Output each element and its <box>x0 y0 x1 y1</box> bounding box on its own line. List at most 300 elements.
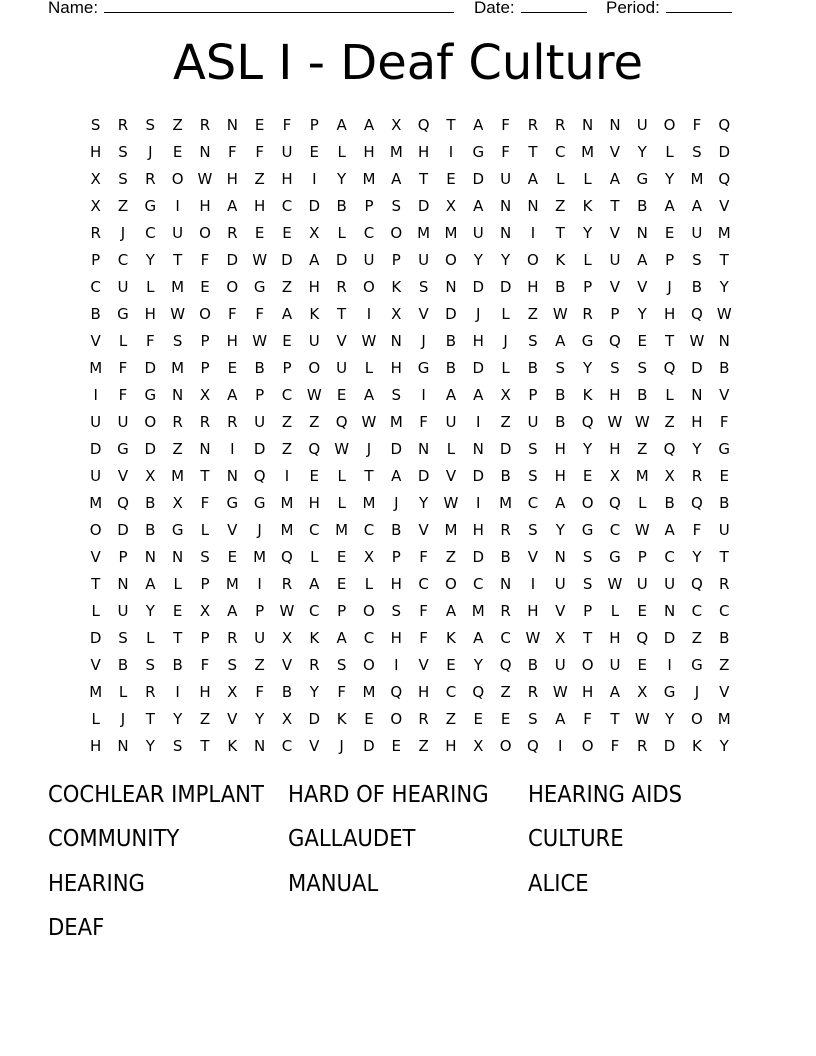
grid-letter: B <box>555 413 566 431</box>
grid-letter: V <box>227 521 238 539</box>
grid-letter: C <box>473 575 484 593</box>
grid-letter: L <box>638 494 647 512</box>
grid-letter: Q <box>691 305 703 323</box>
grid-letter: M <box>280 494 294 512</box>
grid-letter: N <box>499 575 512 593</box>
grid-letter: A <box>609 170 621 188</box>
page-title: ASL I - Deaf Culture <box>172 35 644 91</box>
grid-letter: F <box>118 386 128 404</box>
grid-letter: D <box>663 629 676 647</box>
grid-letter: S <box>528 710 538 728</box>
grid-letter: M <box>171 467 185 485</box>
grid-letter: R <box>691 467 703 485</box>
grid-letter: W <box>197 170 213 188</box>
grid-letter: K <box>309 305 320 323</box>
grid-letter: E <box>664 224 675 242</box>
grid-letter: N <box>199 440 211 458</box>
grid-letter: J <box>339 737 344 755</box>
period-blank[interactable] <box>666 0 732 13</box>
grid-letter: A <box>363 386 375 404</box>
grid-letter: Y <box>419 494 429 512</box>
grid-letter: F <box>255 305 264 323</box>
grid-letter: Q <box>718 170 731 188</box>
grid-letter: N <box>226 116 238 134</box>
grid-row <box>82 733 738 760</box>
grid-letter: F <box>501 143 510 161</box>
grid-letter: E <box>637 602 647 620</box>
date-field <box>474 0 587 18</box>
grid-letter: C <box>90 278 101 296</box>
grid-letter: L <box>118 332 128 350</box>
grid-letter: L <box>200 521 210 539</box>
grid-letter: Q <box>417 116 430 134</box>
grid-letter: G <box>663 683 676 701</box>
grid-letter: C <box>363 629 375 647</box>
grid-letter: R <box>336 278 347 296</box>
grid-letter: H <box>417 683 430 701</box>
grid-letter: O <box>499 737 512 755</box>
grid-letter: H <box>691 413 703 431</box>
grid-letter: A <box>363 116 375 134</box>
grid-letter: C <box>500 629 511 647</box>
grid-letter: L <box>337 467 346 485</box>
grid-letter: E <box>637 656 647 674</box>
grid-letter: N <box>226 467 238 485</box>
grid-letter: M <box>444 224 458 242</box>
grid-letter: X <box>664 467 675 485</box>
grid-letter: H <box>609 629 621 647</box>
grid-letter: K <box>582 386 593 404</box>
grid-letter: U <box>636 116 648 134</box>
grid-letter: Z <box>172 440 183 458</box>
grid-letter: U <box>308 332 320 350</box>
grid-letter: R <box>199 116 211 134</box>
grid-letter: R <box>199 413 211 431</box>
grid-letter: H <box>390 629 402 647</box>
grid-letter: U <box>363 251 375 269</box>
grid-letter: O <box>199 305 211 323</box>
grid-letter: G <box>171 521 184 539</box>
grid-letter: T <box>200 467 210 485</box>
grid-letter: T <box>446 116 456 134</box>
name-label: Name: <box>48 0 99 17</box>
grid-letter: W <box>306 386 322 404</box>
grid-letter: Q <box>609 332 621 350</box>
grid-letter: N <box>418 440 430 458</box>
grid-letter: X <box>445 197 457 215</box>
grid-letter: F <box>583 710 592 728</box>
grid-letter: T <box>665 332 675 350</box>
grid-letter: G <box>581 521 594 539</box>
grid-letter: T <box>200 737 210 755</box>
grid-row <box>82 679 738 706</box>
grid-letter: R <box>555 116 566 134</box>
grid-letter: D <box>363 737 375 755</box>
name-blank[interactable] <box>104 0 454 13</box>
grid-letter: I <box>476 413 481 431</box>
grid-letter: H <box>445 737 457 755</box>
grid-letter: P <box>391 548 401 566</box>
grid-letter: S <box>200 548 210 566</box>
grid-letter: X <box>172 494 183 512</box>
grid-letter: F <box>337 683 346 701</box>
grid-letter: C <box>445 683 457 701</box>
grid-letter: F <box>610 737 620 755</box>
grid-letter: T <box>364 467 374 485</box>
grid-letter: C <box>363 521 375 539</box>
word-list-item: HARD OF HEARING <box>288 782 489 808</box>
grid-letter: W <box>634 710 650 728</box>
grid-letter: G <box>253 278 266 296</box>
grid-letter: Q <box>691 494 703 512</box>
grid-letter: U <box>636 575 648 593</box>
grid-letter: W <box>552 305 568 323</box>
grid-letter: C <box>281 386 293 404</box>
grid-letter: I <box>93 386 98 404</box>
grid-letter: P <box>200 359 210 377</box>
grid-row <box>82 652 738 679</box>
grid-letter: Q <box>663 359 676 377</box>
grid-letter: A <box>391 467 402 485</box>
grid-letter: A <box>555 332 566 350</box>
grid-letter: Z <box>445 710 457 728</box>
grid-letter: S <box>391 197 402 215</box>
grid-letter: D <box>144 440 157 458</box>
grid-letter: T <box>91 575 101 593</box>
grid-letter: O <box>663 116 676 134</box>
grid-letter: J <box>694 683 700 701</box>
grid-letter: H <box>554 440 566 458</box>
grid-letter: U <box>172 224 184 242</box>
grid-letter: D <box>335 251 348 269</box>
grid-letter: E <box>336 386 347 404</box>
grid-letter: D <box>89 629 102 647</box>
grid-letter: Q <box>117 494 129 512</box>
grid-letter: W <box>361 332 377 350</box>
grid-letter: H <box>417 143 430 161</box>
grid-letter: Y <box>473 251 483 269</box>
grid-letter: X <box>391 305 402 323</box>
grid-letter: C <box>418 575 429 593</box>
grid-letter: Y <box>145 251 155 269</box>
grid-letter: F <box>419 602 428 620</box>
grid-letter: G <box>226 494 239 512</box>
grid-letter: T <box>173 251 183 269</box>
grid-row <box>82 517 738 544</box>
grid-letter: W <box>689 332 705 350</box>
grid-letter: H <box>554 467 566 485</box>
grid-letter: V <box>637 278 648 296</box>
grid-letter: F <box>255 683 264 701</box>
grid-letter: V <box>336 332 347 350</box>
grid-letter: Z <box>418 737 429 755</box>
grid-letter: V <box>117 467 129 485</box>
grid-letter: L <box>665 143 674 161</box>
grid-row <box>82 274 738 301</box>
grid-letter: S <box>582 575 593 593</box>
grid-letter: E <box>309 143 320 161</box>
grid-letter: W <box>525 629 541 647</box>
grid-letter: V <box>281 656 293 674</box>
grid-letter: E <box>309 467 320 485</box>
word-list-item: COCHLEAR IMPLANT <box>48 782 264 808</box>
grid-letter: M <box>417 224 431 242</box>
grid-letter: E <box>227 359 238 377</box>
grid-row <box>82 220 738 247</box>
grid-row <box>82 490 738 517</box>
grid-letter: Z <box>555 197 566 215</box>
grid-letter: Z <box>254 656 265 674</box>
grid-letter: L <box>337 224 346 242</box>
grid-letter: N <box>172 386 184 404</box>
grid-letter: S <box>692 251 702 269</box>
grid-letter: G <box>253 494 266 512</box>
grid-row <box>82 436 738 463</box>
grid-letter: M <box>444 521 458 539</box>
grid-letter: Y <box>145 737 155 755</box>
grid-letter: B <box>391 521 402 539</box>
grid-letter: Z <box>309 413 320 431</box>
grid-letter: B <box>336 197 347 215</box>
grid-letter: R <box>309 656 320 674</box>
grid-letter: F <box>501 116 510 134</box>
grid-letter: Z <box>117 197 129 215</box>
grid-letter: A <box>227 602 238 620</box>
grid-letter: Y <box>583 440 593 458</box>
grid-letter: U <box>472 224 484 242</box>
grid-letter: U <box>90 467 102 485</box>
grid-letter: B <box>445 332 457 350</box>
grid-letter: X <box>199 602 211 620</box>
grid-letter: D <box>472 278 485 296</box>
grid-letter: J <box>503 332 508 350</box>
grid-letter: B <box>172 656 183 674</box>
grid-letter: Z <box>527 305 539 323</box>
grid-letter: U <box>609 251 621 269</box>
grid-letter: G <box>144 386 157 404</box>
grid-letter: Y <box>692 548 702 566</box>
grid-letter: V <box>445 467 457 485</box>
grid-letter: B <box>500 467 511 485</box>
grid-letter: M <box>635 467 649 485</box>
grid-letter: J <box>148 143 153 161</box>
grid-letter: M <box>717 710 731 728</box>
grid-letter: N <box>117 575 129 593</box>
grid-letter: Z <box>445 548 457 566</box>
grid-letter: B <box>445 359 457 377</box>
grid-letter: H <box>581 683 594 701</box>
grid-letter: O <box>527 251 539 269</box>
grid-letter: D <box>472 548 485 566</box>
grid-letter: R <box>500 521 511 539</box>
grid-letter: O <box>308 359 321 377</box>
grid-letter: Q <box>609 494 621 512</box>
grid-letter: B <box>527 656 539 674</box>
grid-letter: R <box>145 683 156 701</box>
grid-letter: F <box>118 359 128 377</box>
grid-letter: I <box>284 467 290 485</box>
grid-letter: L <box>364 359 374 377</box>
grid-letter: P <box>391 251 401 269</box>
grid-letter: R <box>227 413 238 431</box>
grid-letter: S <box>528 467 538 485</box>
grid-letter: H <box>226 332 238 350</box>
grid-letter: D <box>472 359 485 377</box>
grid-letter: H <box>472 521 484 539</box>
grid-letter: Z <box>254 170 265 188</box>
grid-letter: T <box>610 197 620 215</box>
date-blank[interactable] <box>521 0 587 13</box>
grid-letter: S <box>528 332 538 350</box>
grid-letter: X <box>90 197 101 215</box>
grid-letter: R <box>172 413 183 431</box>
grid-letter: W <box>634 413 650 431</box>
grid-letter: D <box>117 521 129 539</box>
grid-letter: H <box>281 170 293 188</box>
grid-letter: K <box>582 197 593 215</box>
grid-letter: Y <box>637 143 647 161</box>
grid-letter: U <box>445 413 457 431</box>
grid-letter: M <box>717 224 731 242</box>
grid-letter: U <box>117 413 129 431</box>
grid-letter: C <box>363 224 375 242</box>
grid-letter: W <box>252 332 268 350</box>
grid-letter: A <box>691 197 703 215</box>
grid-letter: M <box>581 143 595 161</box>
grid-letter: F <box>200 251 210 269</box>
grid-letter: S <box>172 332 183 350</box>
grid-letter: K <box>446 629 456 647</box>
grid-letter: Z <box>281 413 293 431</box>
grid-letter: C <box>309 602 320 620</box>
grid-letter: Z <box>199 710 211 728</box>
grid-letter: L <box>91 710 100 728</box>
grid-letter: L <box>501 305 510 323</box>
grid-letter: H <box>390 575 402 593</box>
grid-letter: A <box>336 629 347 647</box>
grid-letter: V <box>609 224 621 242</box>
grid-letter: S <box>118 629 128 647</box>
grid-letter: R <box>527 116 539 134</box>
grid-letter: M <box>389 143 403 161</box>
grid-letter: J <box>476 305 481 323</box>
grid-letter: X <box>227 683 238 701</box>
grid-letter: A <box>227 386 238 404</box>
word-search-grid <box>82 112 738 760</box>
grid-letter: O <box>144 413 157 431</box>
grid-letter: L <box>665 386 674 404</box>
word-list-item: CULTURE <box>528 826 624 853</box>
grid-letter: Y <box>173 710 183 728</box>
grid-letter: P <box>610 305 620 323</box>
grid-letter: A <box>637 251 648 269</box>
grid-letter: N <box>144 548 156 566</box>
grid-letter: A <box>145 575 156 593</box>
grid-letter: U <box>418 251 430 269</box>
word-list-item: GALLAUDET <box>288 826 416 853</box>
grid-letter: X <box>555 629 566 647</box>
grid-letter: K <box>391 278 402 296</box>
grid-letter: H <box>527 278 539 296</box>
grid-letter: N <box>117 737 129 755</box>
grid-letter: G <box>117 440 129 458</box>
grid-letter: V <box>418 305 429 323</box>
grid-letter: W <box>634 521 650 539</box>
grid-letter: V <box>609 278 621 296</box>
grid-letter: E <box>200 278 210 296</box>
grid-letter: L <box>337 143 346 161</box>
grid-letter: K <box>691 737 702 755</box>
grid-letter: B <box>254 359 265 377</box>
grid-letter: B <box>500 548 511 566</box>
grid-letter: Y <box>309 683 319 701</box>
grid-letter: N <box>172 548 184 566</box>
grid-letter: N <box>254 737 266 755</box>
grid-letter: I <box>530 224 536 242</box>
grid-letter: E <box>336 575 347 593</box>
grid-row <box>82 139 738 166</box>
grid-letter: L <box>446 440 456 458</box>
grid-letter: P <box>665 251 675 269</box>
grid-letter: S <box>118 170 128 188</box>
grid-letter: Z <box>500 683 511 701</box>
grid-letter: H <box>199 197 211 215</box>
grid-letter: M <box>690 170 704 188</box>
grid-letter: A <box>391 170 402 188</box>
grid-letter: G <box>609 548 621 566</box>
grid-letter: H <box>663 305 676 323</box>
grid-letter: U <box>117 278 129 296</box>
grid-letter: G <box>472 143 485 161</box>
grid-letter: A <box>445 602 457 620</box>
grid-letter: U <box>691 224 703 242</box>
grid-letter: O <box>390 224 403 242</box>
grid-letter: K <box>555 251 566 269</box>
grid-letter: F <box>200 494 210 512</box>
grid-letter: O <box>363 656 375 674</box>
grid-letter: X <box>281 629 293 647</box>
grid-letter: A <box>227 197 238 215</box>
grid-letter: X <box>391 116 402 134</box>
grid-letter: E <box>364 710 374 728</box>
grid-letter: P <box>364 197 374 215</box>
grid-letter: I <box>366 305 372 323</box>
grid-letter: G <box>691 656 703 674</box>
grid-letter: H <box>199 683 211 701</box>
grid-letter: I <box>394 656 399 674</box>
grid-letter: A <box>664 197 675 215</box>
grid-letter: N <box>390 332 402 350</box>
grid-letter: N <box>445 278 457 296</box>
grid-letter: D <box>499 278 512 296</box>
grid-letter: J <box>421 332 426 350</box>
grid-letter: D <box>663 737 676 755</box>
grid-letter: Y <box>473 656 483 674</box>
grid-letter: J <box>366 440 372 458</box>
grid-letter: T <box>719 548 729 566</box>
grid-letter: I <box>530 575 536 593</box>
grid-letter: E <box>446 656 456 674</box>
grid-letter: E <box>500 710 511 728</box>
grid-letter: Z <box>281 440 293 458</box>
word-list-item: COMMUNITY <box>48 826 180 853</box>
grid-letter: P <box>200 575 210 593</box>
grid-letter: Y <box>255 710 265 728</box>
grid-letter: R <box>582 305 593 323</box>
grid-letter: V <box>90 656 101 674</box>
grid-letter: Z <box>281 278 293 296</box>
grid-letter: F <box>255 143 264 161</box>
